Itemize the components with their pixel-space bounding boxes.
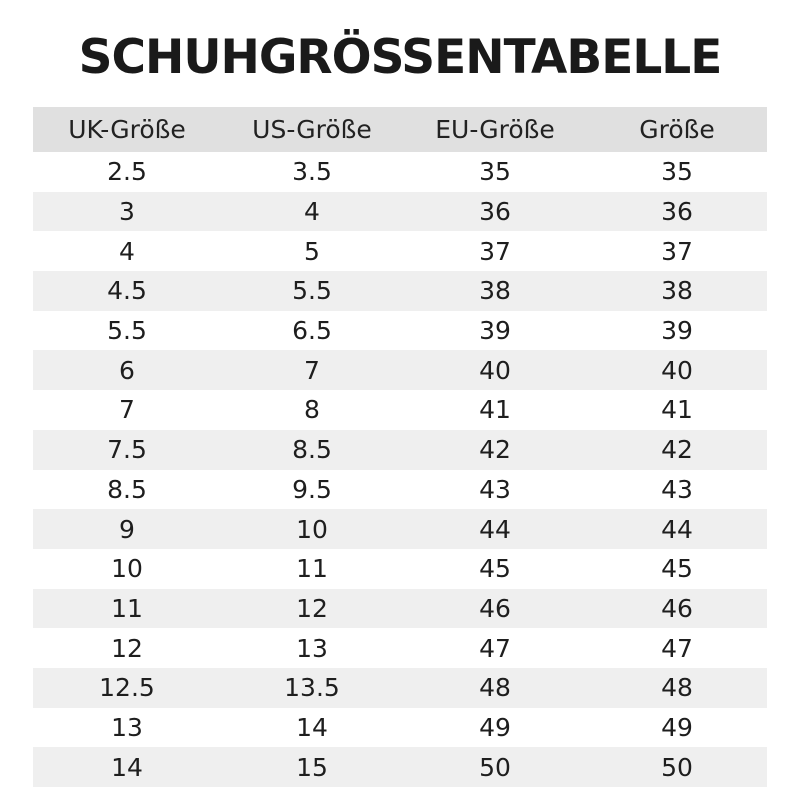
- table-row: [33, 708, 767, 748]
- us-size-cell: 8.5: [292, 435, 332, 465]
- us-size-cell: 13: [296, 633, 328, 663]
- eu-size-cell: 48: [479, 673, 511, 703]
- eu-size-cell: 43: [479, 474, 511, 504]
- header-eu-size: EU-Größe: [435, 115, 555, 144]
- header-us-size: US-Größe: [252, 115, 372, 144]
- us-size-cell: 3.5: [292, 157, 332, 187]
- table-row: [33, 589, 767, 629]
- uk-size-cell: 5.5: [107, 316, 147, 346]
- size-cell: 49: [661, 712, 693, 742]
- table-row: [33, 430, 767, 470]
- eu-size-cell: 40: [479, 355, 511, 385]
- size-cell: 43: [661, 474, 693, 504]
- us-size-cell: 6.5: [292, 316, 332, 346]
- uk-size-cell: 10: [111, 554, 143, 584]
- eu-size-cell: 37: [479, 236, 511, 266]
- eu-size-cell: 39: [479, 316, 511, 346]
- size-cell: 37: [661, 236, 693, 266]
- table-row: [33, 192, 767, 232]
- table-row: [33, 231, 767, 271]
- table-row: [33, 747, 767, 787]
- uk-size-cell: 13: [111, 712, 143, 742]
- uk-size-cell: 12: [111, 633, 143, 663]
- eu-size-cell: 49: [479, 712, 511, 742]
- us-size-cell: 7: [304, 355, 320, 385]
- eu-size-cell: 45: [479, 554, 511, 584]
- uk-size-cell: 4.5: [107, 276, 147, 306]
- uk-size-cell: 14: [111, 752, 143, 782]
- table-row: [33, 509, 767, 549]
- table-row: [33, 271, 767, 311]
- uk-size-cell: 7: [119, 395, 135, 425]
- size-cell: 42: [661, 435, 693, 465]
- table-row: [33, 152, 767, 192]
- eu-size-cell: 50: [479, 752, 511, 782]
- us-size-cell: 5: [304, 236, 320, 266]
- size-cell: 47: [661, 633, 693, 663]
- uk-size-cell: 9: [119, 514, 135, 544]
- eu-size-cell: 44: [479, 514, 511, 544]
- table-row: [33, 350, 767, 390]
- table-row: [33, 311, 767, 351]
- header-size: Größe: [639, 115, 715, 144]
- size-table: [33, 107, 767, 787]
- table-header: [33, 107, 767, 152]
- us-size-cell: 15: [296, 752, 328, 782]
- eu-size-cell: 35: [479, 157, 511, 187]
- us-size-cell: 11: [296, 554, 328, 584]
- us-size-cell: 5.5: [292, 276, 332, 306]
- us-size-cell: 13.5: [284, 673, 340, 703]
- size-cell: 41: [661, 395, 693, 425]
- eu-size-cell: 38: [479, 276, 511, 306]
- eu-size-cell: 36: [479, 197, 511, 227]
- us-size-cell: 10: [296, 514, 328, 544]
- uk-size-cell: 3: [119, 197, 135, 227]
- table-row: [33, 668, 767, 708]
- uk-size-cell: 8.5: [107, 474, 147, 504]
- uk-size-cell: 2.5: [107, 157, 147, 187]
- us-size-cell: 8: [304, 395, 320, 425]
- us-size-cell: 12: [296, 593, 328, 623]
- size-cell: 38: [661, 276, 693, 306]
- uk-size-cell: 4: [119, 236, 135, 266]
- uk-size-cell: 7.5: [107, 435, 147, 465]
- page-title: SCHUHGRÖSSENTABELLE: [78, 30, 722, 85]
- size-cell: 44: [661, 514, 693, 544]
- table-row: [33, 628, 767, 668]
- size-cell: 50: [661, 752, 693, 782]
- size-cell: 36: [661, 197, 693, 227]
- uk-size-cell: 6: [119, 355, 135, 385]
- size-cell: 40: [661, 355, 693, 385]
- uk-size-cell: 12.5: [99, 673, 155, 703]
- uk-size-cell: 11: [111, 593, 143, 623]
- table-body: [33, 152, 767, 787]
- eu-size-cell: 41: [479, 395, 511, 425]
- header-uk-size: UK-Größe: [68, 115, 186, 144]
- eu-size-cell: 46: [479, 593, 511, 623]
- size-cell: 35: [661, 157, 693, 187]
- size-cell: 45: [661, 554, 693, 584]
- size-cell: 48: [661, 673, 693, 703]
- table-row: [33, 549, 767, 589]
- us-size-cell: 9.5: [292, 474, 332, 504]
- size-cell: 39: [661, 316, 693, 346]
- table-row: [33, 390, 767, 430]
- eu-size-cell: 47: [479, 633, 511, 663]
- table-row: [33, 470, 767, 510]
- us-size-cell: 4: [304, 197, 320, 227]
- eu-size-cell: 42: [479, 435, 511, 465]
- us-size-cell: 14: [296, 712, 328, 742]
- size-cell: 46: [661, 593, 693, 623]
